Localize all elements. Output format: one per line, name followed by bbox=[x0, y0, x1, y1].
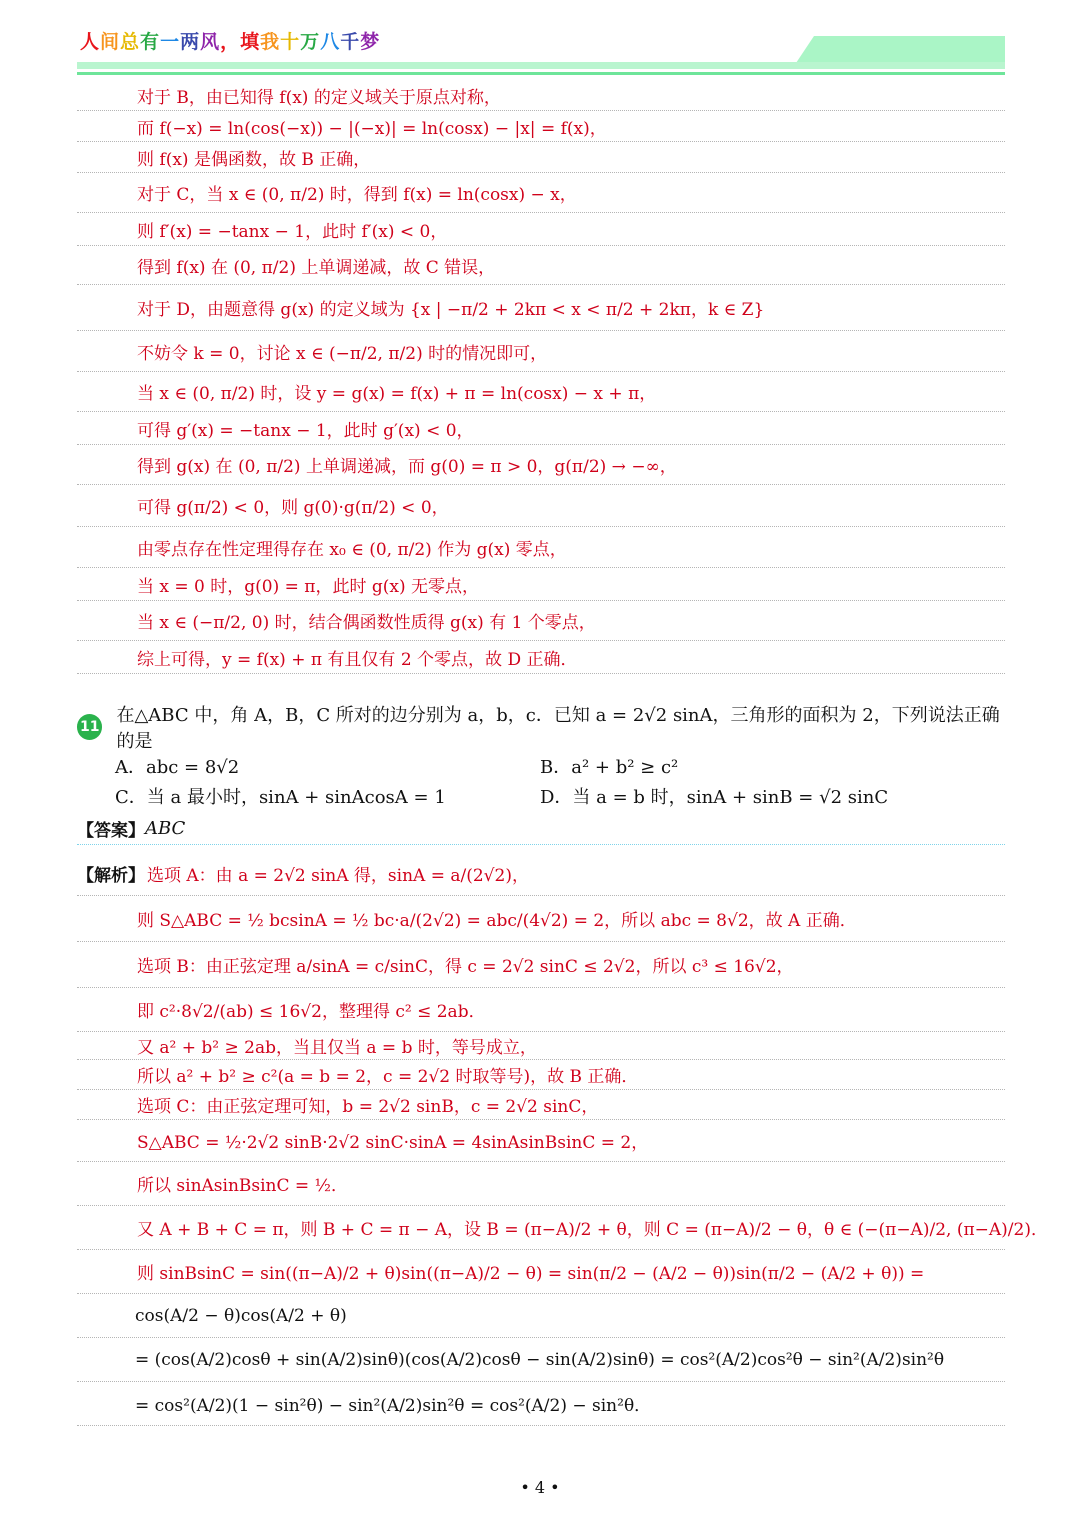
option-a: A．abc = 8√2 bbox=[115, 757, 240, 778]
solution-line: 不妨令 k = 0，讨论 x ∈ (−π/2, π/2) 时的情况即可， bbox=[77, 331, 1005, 372]
explanation-line: 又 A + B + C = π，则 B + C = π − A，设 B = (π−A)/2 + θ，则 C = (π−A)/2 − θ，θ ∈ (−(π−A)/2, (π−A)/2)． bbox=[77, 1206, 1005, 1250]
motto-char: 两 bbox=[180, 31, 201, 53]
explanation-line: cos(A/2 − θ)cos(A/2 + θ) bbox=[77, 1294, 1005, 1338]
explanation-line: = (cos(A/2)cosθ + sin(A/2)sinθ)(cos(A/2)cosθ − sin(A/2)sinθ) = cos²(A/2)cos²θ − sin²(A/2)sin²θ bbox=[77, 1338, 1005, 1382]
solution-line: 当 x ∈ (−π/2, 0) 时，结合偶函数性质得 g(x) 有 1 个零点， bbox=[77, 601, 1005, 641]
explanation-line: 选项 B：由正弦定理 a/sinA = c/sinC，得 c = 2√2 sinC ≤ 2√2，所以 c³ ≤ 16√2， bbox=[77, 942, 1005, 988]
solution-line: 对于 D，由题意得 g(x) 的定义域为 {x | −π/2 + 2kπ < x < π/2 + 2kπ，k ∈ Z} bbox=[77, 285, 1005, 331]
solution-line: 而 f(−x) = ln(cos(−x)) − |(−x)| = ln(cosx) − |x| = f(x)， bbox=[77, 111, 1005, 142]
motto-char: 梦 bbox=[360, 31, 381, 53]
motto-char: ， bbox=[220, 31, 241, 53]
solution-line: 由零点存在性定理得存在 x₀ ∈ (0, π/2) 作为 g(x) 零点， bbox=[77, 527, 1005, 568]
solution-line: 得到 g(x) 在 (0, π/2) 上单调递减，而 g(0) = π > 0，g(π/2) → −∞， bbox=[77, 445, 1005, 485]
motto-char: 总 bbox=[120, 31, 141, 53]
solution-line: 可得 g(π/2) < 0，则 g(0)·g(π/2) < 0， bbox=[77, 485, 1005, 527]
explanation-text: 选项 A：由 a = 2√2 sinA 得，sinA = a/(2√2)， bbox=[147, 866, 529, 886]
answer-separator bbox=[77, 844, 1005, 845]
solution-line: 综上可得，y = f(x) + π 有且仅有 2 个零点，故 D 正确． bbox=[77, 641, 1005, 674]
options-grid bbox=[77, 754, 1017, 808]
solution-line: 则 f′(x) = −tanx − 1，此时 f′(x) < 0， bbox=[77, 213, 1005, 246]
explanation-line: 即 c²·8√2/(ab) ≤ 16√2，整理得 c² ≤ 2ab． bbox=[77, 988, 1005, 1032]
solution-line: 对于 B，由已知得 f(x) 的定义域关于原点对称， bbox=[77, 80, 1005, 111]
solution-line: 当 x = 0 时，g(0) = π，此时 g(x) 无零点， bbox=[77, 568, 1005, 601]
explanation bbox=[77, 852, 1048, 1426]
motto-char: 我 bbox=[260, 31, 281, 53]
explanation-line: 选项 C：由正弦定理可知，b = 2√2 sinB，c = 2√2 sinC， bbox=[77, 1090, 1005, 1120]
question-stem-row bbox=[77, 705, 1017, 752]
motto-char: 填 bbox=[240, 31, 261, 53]
option-c: C．当 a 最小时，sinA + sinAcosA = 1 bbox=[115, 787, 446, 808]
motto-char: 有 bbox=[140, 31, 161, 53]
solution-line: 可得 g′(x) = −tanx − 1，此时 g′(x) < 0， bbox=[77, 412, 1005, 445]
explanation-line: S△ABC = ½·2√2 sinB·2√2 sinC·sinA = 4sinAsinBsinC = 2， bbox=[77, 1120, 1005, 1162]
option-b: B．a² + b² ≥ c² bbox=[540, 757, 679, 778]
solution-continuation bbox=[77, 80, 1005, 674]
motto-char: 八 bbox=[320, 31, 341, 53]
motto-char: 一 bbox=[160, 31, 181, 53]
explanation-line: 则 S△ABC = ½ bcsinA = ½ bc·a/(2√2) = abc/(4√2) = 2，所以 abc = 8√2，故 A 正确． bbox=[77, 896, 1005, 942]
question-11 bbox=[77, 705, 1017, 845]
motto-char: 人 bbox=[80, 31, 101, 53]
page-header bbox=[0, 0, 1080, 92]
option-d: D．当 a = b 时，sinA + sinB = √2 sinC bbox=[540, 787, 889, 808]
explanation-line bbox=[77, 852, 1005, 896]
answer-value: ABC bbox=[145, 817, 186, 839]
motto-char: 间 bbox=[100, 31, 121, 53]
explanation-line: 则 sinBsinC = sin((π−A)/2 + θ)sin((π−A)/2 − θ) = sin(π/2 − (A/2 − θ))sin(π/2 − (A/2 + θ)) = bbox=[77, 1250, 1005, 1294]
solution-line: 当 x ∈ (0, π/2) 时，设 y = g(x) = f(x) + π = ln(cosx) − x + π， bbox=[77, 372, 1005, 412]
explanation-line: 又 a² + b² ≥ 2ab，当且仅当 a = b 时，等号成立， bbox=[77, 1032, 1005, 1060]
motto-char: 风 bbox=[200, 31, 221, 53]
answer-label: 【答案】 bbox=[77, 820, 145, 841]
solution-line: 则 f(x) 是偶函数，故 B 正确， bbox=[77, 142, 1005, 173]
explanation-line: 所以 sinAsinBsinC = ½． bbox=[77, 1162, 1005, 1206]
header-band-decoration bbox=[77, 62, 1005, 69]
question-number-badge: 11 bbox=[77, 714, 102, 740]
explanation-label: 【解析】 bbox=[77, 866, 145, 886]
solution-line: 得到 f(x) 在 (0, π/2) 上单调递减，故 C 错误， bbox=[77, 246, 1005, 285]
motto-char: 万 bbox=[300, 31, 321, 53]
page-number: • 4 • bbox=[520, 1478, 560, 1497]
motto-char: 千 bbox=[340, 31, 361, 53]
motto-char: 十 bbox=[280, 31, 301, 53]
solution-line: 对于 C，当 x ∈ (0, π/2) 时，得到 f(x) = ln(cosx) − x， bbox=[77, 173, 1005, 213]
explanation-line: 所以 a² + b² ≥ c²(a = b = 2，c = 2√2 时取等号)，故 B 正确． bbox=[77, 1060, 1005, 1090]
answer-row bbox=[77, 812, 1017, 844]
header-rule bbox=[77, 72, 1005, 75]
explanation-line: = cos²(A/2)(1 − sin²θ) − sin²(A/2)sin²θ = cos²(A/2) − sin²θ． bbox=[77, 1382, 1005, 1426]
question-stem: 在△ABC 中，角 A，B，C 所对的边分别为 a，b，c．已知 a = 2√2 sinA，三角形的面积为 2，下列说法正确的是 bbox=[116, 705, 1000, 752]
header-motto bbox=[80, 27, 380, 54]
